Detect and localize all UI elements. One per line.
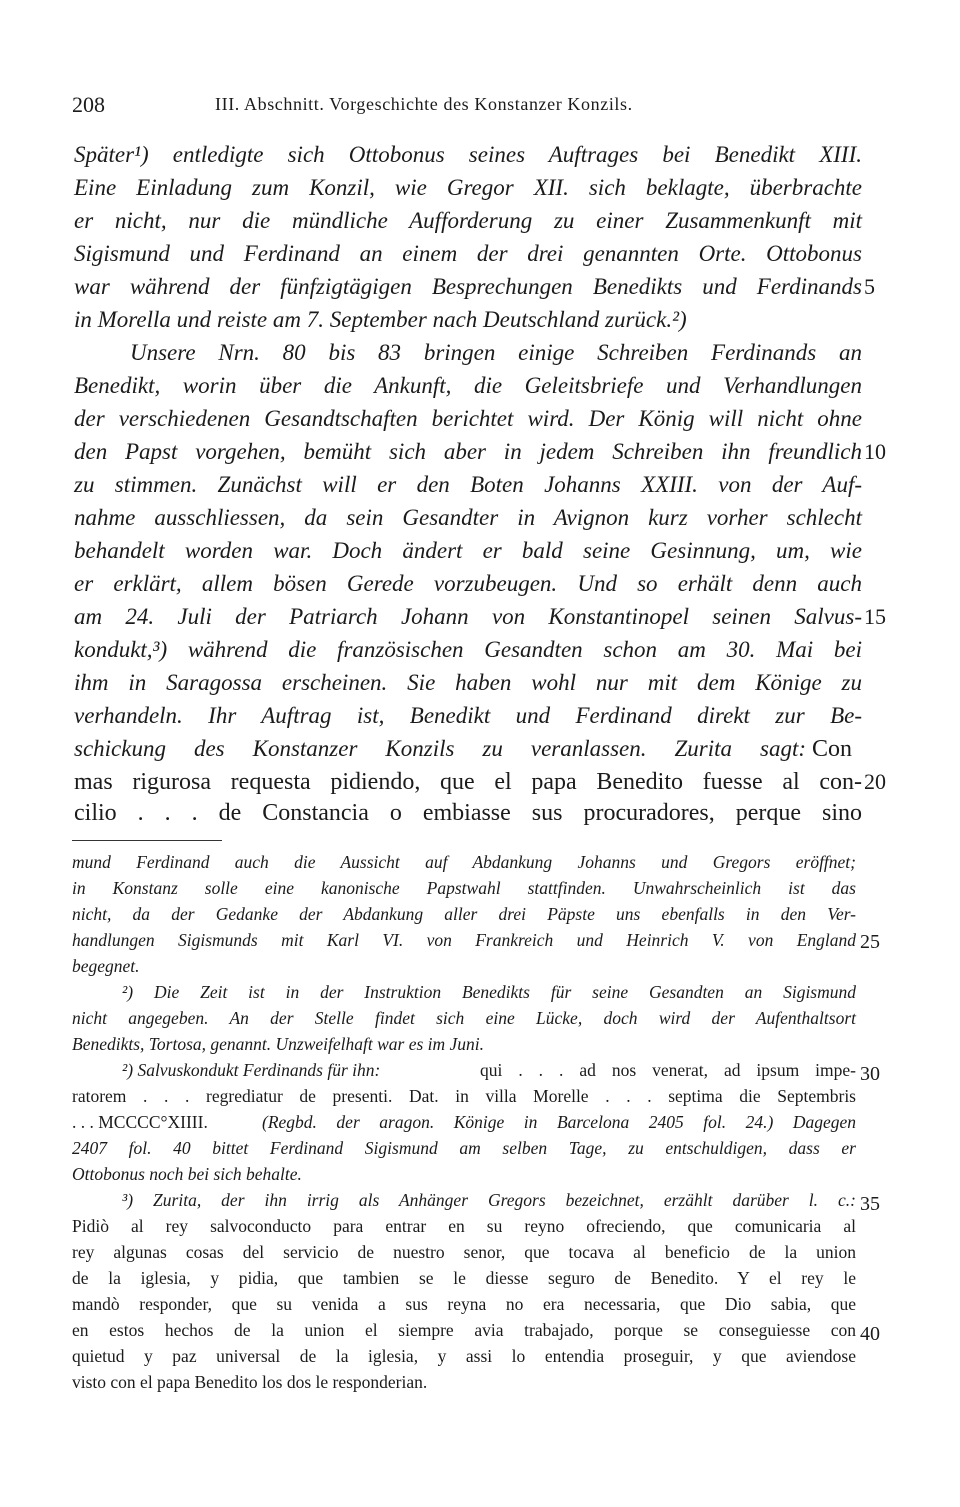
footnote-line-latin: qui . . . ad nos venerat, ad ipsum impe- xyxy=(480,1060,856,1080)
footnote-line: 2407 fol. 40 bittet Ferdinand Sigismund am selben Tage, zu entschuldigen, dass er xyxy=(72,1138,856,1158)
footnote-line: visto con el papa Benedito los dos le responderian. xyxy=(72,1372,428,1392)
margin-line-number: 40 xyxy=(860,1323,880,1345)
footnote-line: handlungen Sigismunds mit Karl VI. von Frankreich und Heinrich V. von England xyxy=(72,930,856,950)
footnote-line: Ottobonus noch bei sich behalte. xyxy=(72,1164,302,1184)
footnote-line: en estos hechos de la union el siempre avia trabajado, porque se conseguiesse con xyxy=(72,1320,856,1340)
body-line-11: zu stimmen. Zunächst will er den Boten Johanns XXIII. von der Auf- xyxy=(74,472,862,497)
margin-line-number: 30 xyxy=(860,1063,880,1085)
body-line-6: in Morella und reiste am 7. September nach Deutschland zurück.²) xyxy=(74,307,687,332)
margin-line-number: 35 xyxy=(860,1193,880,1215)
body-line-17: ihm in Saragossa erscheinen. Sie haben wohl nur mit dem Könige zu xyxy=(74,670,862,695)
footnote-line: nicht angegeben. An der Stelle findet sich eine Lücke, doch wird der Aufenthaltsort xyxy=(72,1008,856,1028)
body-line-18: verhandeln. Ihr Auftrag ist, Benedikt und Ferdinand direkt zur Be- xyxy=(74,703,862,728)
body-line-16: kondukt,³) während die französischen Gesandten schon am 30. Mai bei xyxy=(74,637,862,662)
footnote-2-start: ²) Die Zeit ist in der Instruktion Benedikts für seine Gesandten an Sigismund xyxy=(122,982,856,1002)
body-line-4: Sigismund und Ferdinand an einem der drei genannten Orte. Ottobonus xyxy=(74,241,862,266)
running-header xyxy=(72,92,892,122)
footnote-line: rey algunas cosas del servicio de nuestro senor, que tocava al beneficio de la union xyxy=(72,1242,856,1262)
footnote-rule xyxy=(72,840,222,841)
margin-line-number: 10 xyxy=(864,439,886,464)
footnote-line: mund Ferdinand auch die Aussicht auf Abdankung Johanns und Gregors eröffnet; xyxy=(72,852,856,872)
margin-line-number: 5 xyxy=(864,274,875,299)
body-line-19-roman-tail: Con xyxy=(812,736,853,762)
margin-line-number: 20 xyxy=(864,769,886,794)
footnote-3-start: ²) Salvuskondukt Ferdinands für ihn: xyxy=(122,1060,381,1080)
body-line-10: den Papst vorgehen, bemüht sich aber in jedem Schreiben ihn freundlich xyxy=(74,439,862,464)
running-title: III. Abschnitt. Vorgeschichte des Konstanzer Konzils. xyxy=(215,94,633,114)
footnote-line: in Konstanz solle eine kanonische Papstwahl stattfinden. Unwahrscheinlich ist das xyxy=(72,878,856,898)
footnote-line: mandò responder, que su venida a sus reyna no era necessaria, que Dio sabia, que xyxy=(72,1294,856,1314)
footnote-line: Benedikts, Tortosa, genannt. Unzweifelhaft war es im Juni. xyxy=(72,1034,485,1054)
body-line-7: Unsere Nrn. 80 bis 83 bringen einige Schreiben Ferdinands an xyxy=(130,340,862,365)
body-line-15: am 24. Juli der Patriarch Johann von Konstantinopel seinen Salvus- xyxy=(74,604,862,629)
body-line-5: war während der fünfzigtägigen Besprechungen Benedikts und Ferdinands xyxy=(74,274,862,299)
body-line-2: Eine Einladung zum Konzil, wie Gregor XII. sich beklagte, überbrachte xyxy=(74,175,862,200)
footnote-line: quietud y paz universal de la iglesia, y assi lo entendia proseguir, y que aviendose xyxy=(72,1346,856,1366)
footnote-line: (Regbd. der aragon. Könige in Barcelona 2405 fol. 24.) Dagegen xyxy=(262,1112,856,1132)
body-line-19: schickung des Konstanzer Konzils zu veranlassen. Zurita sagt: xyxy=(74,736,806,761)
margin-line-number: 25 xyxy=(860,931,880,953)
footnote-line: begegnet. xyxy=(72,956,140,976)
footnote-line: . . . MCCCC°XIIII. xyxy=(72,1112,208,1132)
body-line-8: Benedikt, worin über die Ankunft, die Geleitsbriefe und Verhandlungen xyxy=(74,373,862,398)
margin-line-number: 15 xyxy=(864,604,886,629)
body-line-14: er erklärt, allem bösen Gerede vorzubeugen. Und so erhält denn auch xyxy=(74,571,862,596)
footnote-line: de la iglesia, y pidia, que tambien se le diesse seguro de Benedito. Y el rey le xyxy=(72,1268,856,1288)
body-line-13: behandelt worden war. Doch ändert er bald seine Gesinnung, um, wie xyxy=(74,538,862,563)
footnote-line: Pidiò al rey salvoconducto para entrar en su reyno ofreciendo, que comunicaria al xyxy=(72,1216,856,1236)
body-line-9: der verschiedenen Gesandtschaften berichtet wird. Der König will nicht ohne xyxy=(74,406,862,431)
footnote-line: ratorem . . . regrediatur de presenti. Dat. in villa Morelle . . . septima die Septembris xyxy=(72,1086,856,1106)
body-line-20: mas rigurosa requesta pidiendo, que el papa Benedito fuesse al con- xyxy=(74,769,862,795)
footnote-line: nicht, da der Gedanke der Abdankung aller drei Päpste uns ebenfalls in den Ver- xyxy=(72,904,856,924)
page-number: 208 xyxy=(72,92,105,117)
footnote-4-start: ³) Zurita, der ihn irrig als Anhänger Gregors bezeichnet, erzählt darüber l. c.: xyxy=(122,1190,856,1210)
body-line-3: er nicht, nur die mündliche Aufforderung zu einer Zusammenkunft mit xyxy=(74,208,862,233)
body-line-1: Später¹) entledigte sich Ottobonus seines Auftrages bei Benedikt XIII. xyxy=(74,142,862,167)
body-line-21: cilio . . . de Constancia o embiasse sus procuradores, perque sino xyxy=(74,800,862,826)
body-line-12: nahme ausschliessen, da sein Gesandter in Avignon kurz vorher schlecht xyxy=(74,505,862,530)
